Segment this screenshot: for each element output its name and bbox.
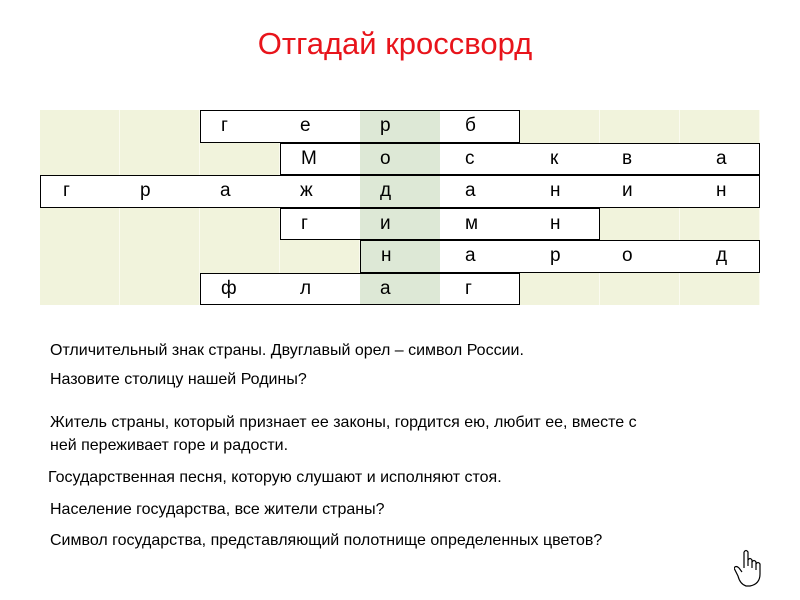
crossword-letter-cell [200, 110, 280, 143]
crossword-empty-cell [680, 110, 760, 143]
crossword-letter: с [465, 147, 475, 169]
crossword-letter-cell [200, 175, 280, 208]
crossword-letter: к [550, 147, 559, 169]
crossword-empty-cell [600, 273, 680, 306]
question-4: Государственная песня, которую слушают и исполняют стоя. [48, 469, 502, 486]
question-3-line-2: ней переживает горе и радости. [50, 437, 289, 454]
crossword-letter: а [380, 277, 391, 299]
crossword-letter-cell [360, 143, 440, 176]
crossword-letter-cell [40, 175, 120, 208]
crossword-letter-cell [440, 240, 520, 273]
crossword-letter: м [465, 212, 479, 234]
crossword-letter: н [550, 180, 561, 201]
crossword-letter-cell [600, 175, 680, 208]
crossword-letter-cell [360, 175, 440, 208]
crossword-letter: л [300, 277, 312, 299]
crossword-letter: р [140, 180, 151, 201]
crossword-empty-cell [200, 143, 280, 176]
crossword-empty-cell [120, 273, 200, 306]
crossword-letter: н [381, 245, 392, 266]
crossword-empty-cell [120, 110, 200, 143]
crossword-letter: М [301, 147, 317, 169]
crossword-letter: е [300, 115, 311, 136]
crossword-letter-cell [360, 208, 440, 241]
crossword-empty-cell [40, 143, 120, 176]
crossword-letter-cell [360, 110, 440, 143]
crossword-letter-cell [440, 208, 520, 241]
crossword-letter-cell [280, 175, 360, 208]
crossword-empty-cell [200, 208, 280, 241]
crossword-letter-cell [520, 175, 600, 208]
crossword-empty-cell [120, 208, 200, 241]
crossword-empty-cell [600, 110, 680, 143]
crossword-letter-cell [680, 240, 760, 273]
crossword-letter-cell [280, 110, 360, 143]
crossword-letter-cell [200, 273, 280, 306]
page-title: Отгадай кроссворд [257, 26, 533, 61]
crossword-empty-cell [40, 273, 120, 306]
crossword-letter-cell [520, 208, 600, 241]
question-3-line-1: Житель страны, который признает ее законы, гордится ею, любит ее, вместе с [50, 414, 637, 431]
crossword-empty-cell [680, 208, 760, 241]
crossword-empty-cell [200, 240, 280, 273]
crossword-letter-cell [440, 110, 520, 143]
crossword-letter-cell [280, 208, 360, 241]
crossword-empty-cell [40, 208, 120, 241]
crossword-letter-cell [680, 175, 760, 208]
crossword-letter: и [622, 180, 633, 201]
crossword-empty-cell [600, 208, 680, 241]
crossword-empty-cell [40, 240, 120, 273]
crossword-empty-cell [520, 110, 600, 143]
crossword-letter: а [465, 180, 476, 201]
crossword-letter-cell [360, 273, 440, 306]
hand-cursor-icon [734, 548, 764, 588]
crossword-letter-cell [680, 143, 760, 176]
crossword-letter: н [716, 180, 727, 201]
crossword-letter: а [465, 245, 476, 266]
crossword-letter: г [221, 115, 228, 136]
question-1: Отличительный знак страны. Двуглавый орел – символ России. [50, 342, 524, 359]
crossword-letter-cell [440, 273, 520, 306]
crossword-letter-cell [120, 175, 200, 208]
question-5: Население государства, все жители страны? [50, 501, 385, 518]
crossword-letter: и [380, 212, 391, 234]
crossword-letter-cell [440, 175, 520, 208]
crossword-empty-cell [520, 273, 600, 306]
crossword-letter-cell [520, 143, 600, 176]
crossword-letter: о [622, 245, 633, 266]
crossword-empty-cell [40, 110, 120, 143]
crossword-grid [40, 110, 760, 305]
crossword-empty-cell [280, 240, 360, 273]
crossword-letter: ж [300, 180, 313, 201]
crossword-letter: а [220, 180, 231, 201]
crossword-letter: г [301, 212, 308, 234]
crossword-letter: г [63, 180, 70, 201]
crossword-letter-cell [600, 240, 680, 273]
crossword-letter: а [716, 147, 727, 169]
crossword-letter-cell [440, 143, 520, 176]
crossword-letter: р [380, 115, 391, 136]
crossword-letter: г [465, 277, 472, 299]
crossword-empty-cell [120, 240, 200, 273]
crossword-letter: о [380, 147, 391, 169]
crossword-letter-cell [280, 273, 360, 306]
crossword-letter-cell [360, 240, 440, 273]
crossword-letter: ф [221, 277, 237, 299]
crossword-letter: б [465, 115, 476, 136]
crossword-letter: р [550, 245, 561, 266]
crossword-empty-cell [120, 143, 200, 176]
crossword-letter-cell [600, 143, 680, 176]
crossword-letter: н [550, 212, 561, 234]
crossword-empty-cell [680, 273, 760, 306]
question-2: Назовите столицу нашей Родины? [50, 371, 307, 388]
crossword-letter: д [380, 180, 392, 201]
crossword-letter-cell [520, 240, 600, 273]
question-6: Символ государства, представляющий полотнище определенных цветов? [50, 532, 603, 549]
crossword-letter-cell [280, 143, 360, 176]
crossword-letter: в [622, 147, 633, 169]
crossword-letter: д [716, 245, 728, 266]
